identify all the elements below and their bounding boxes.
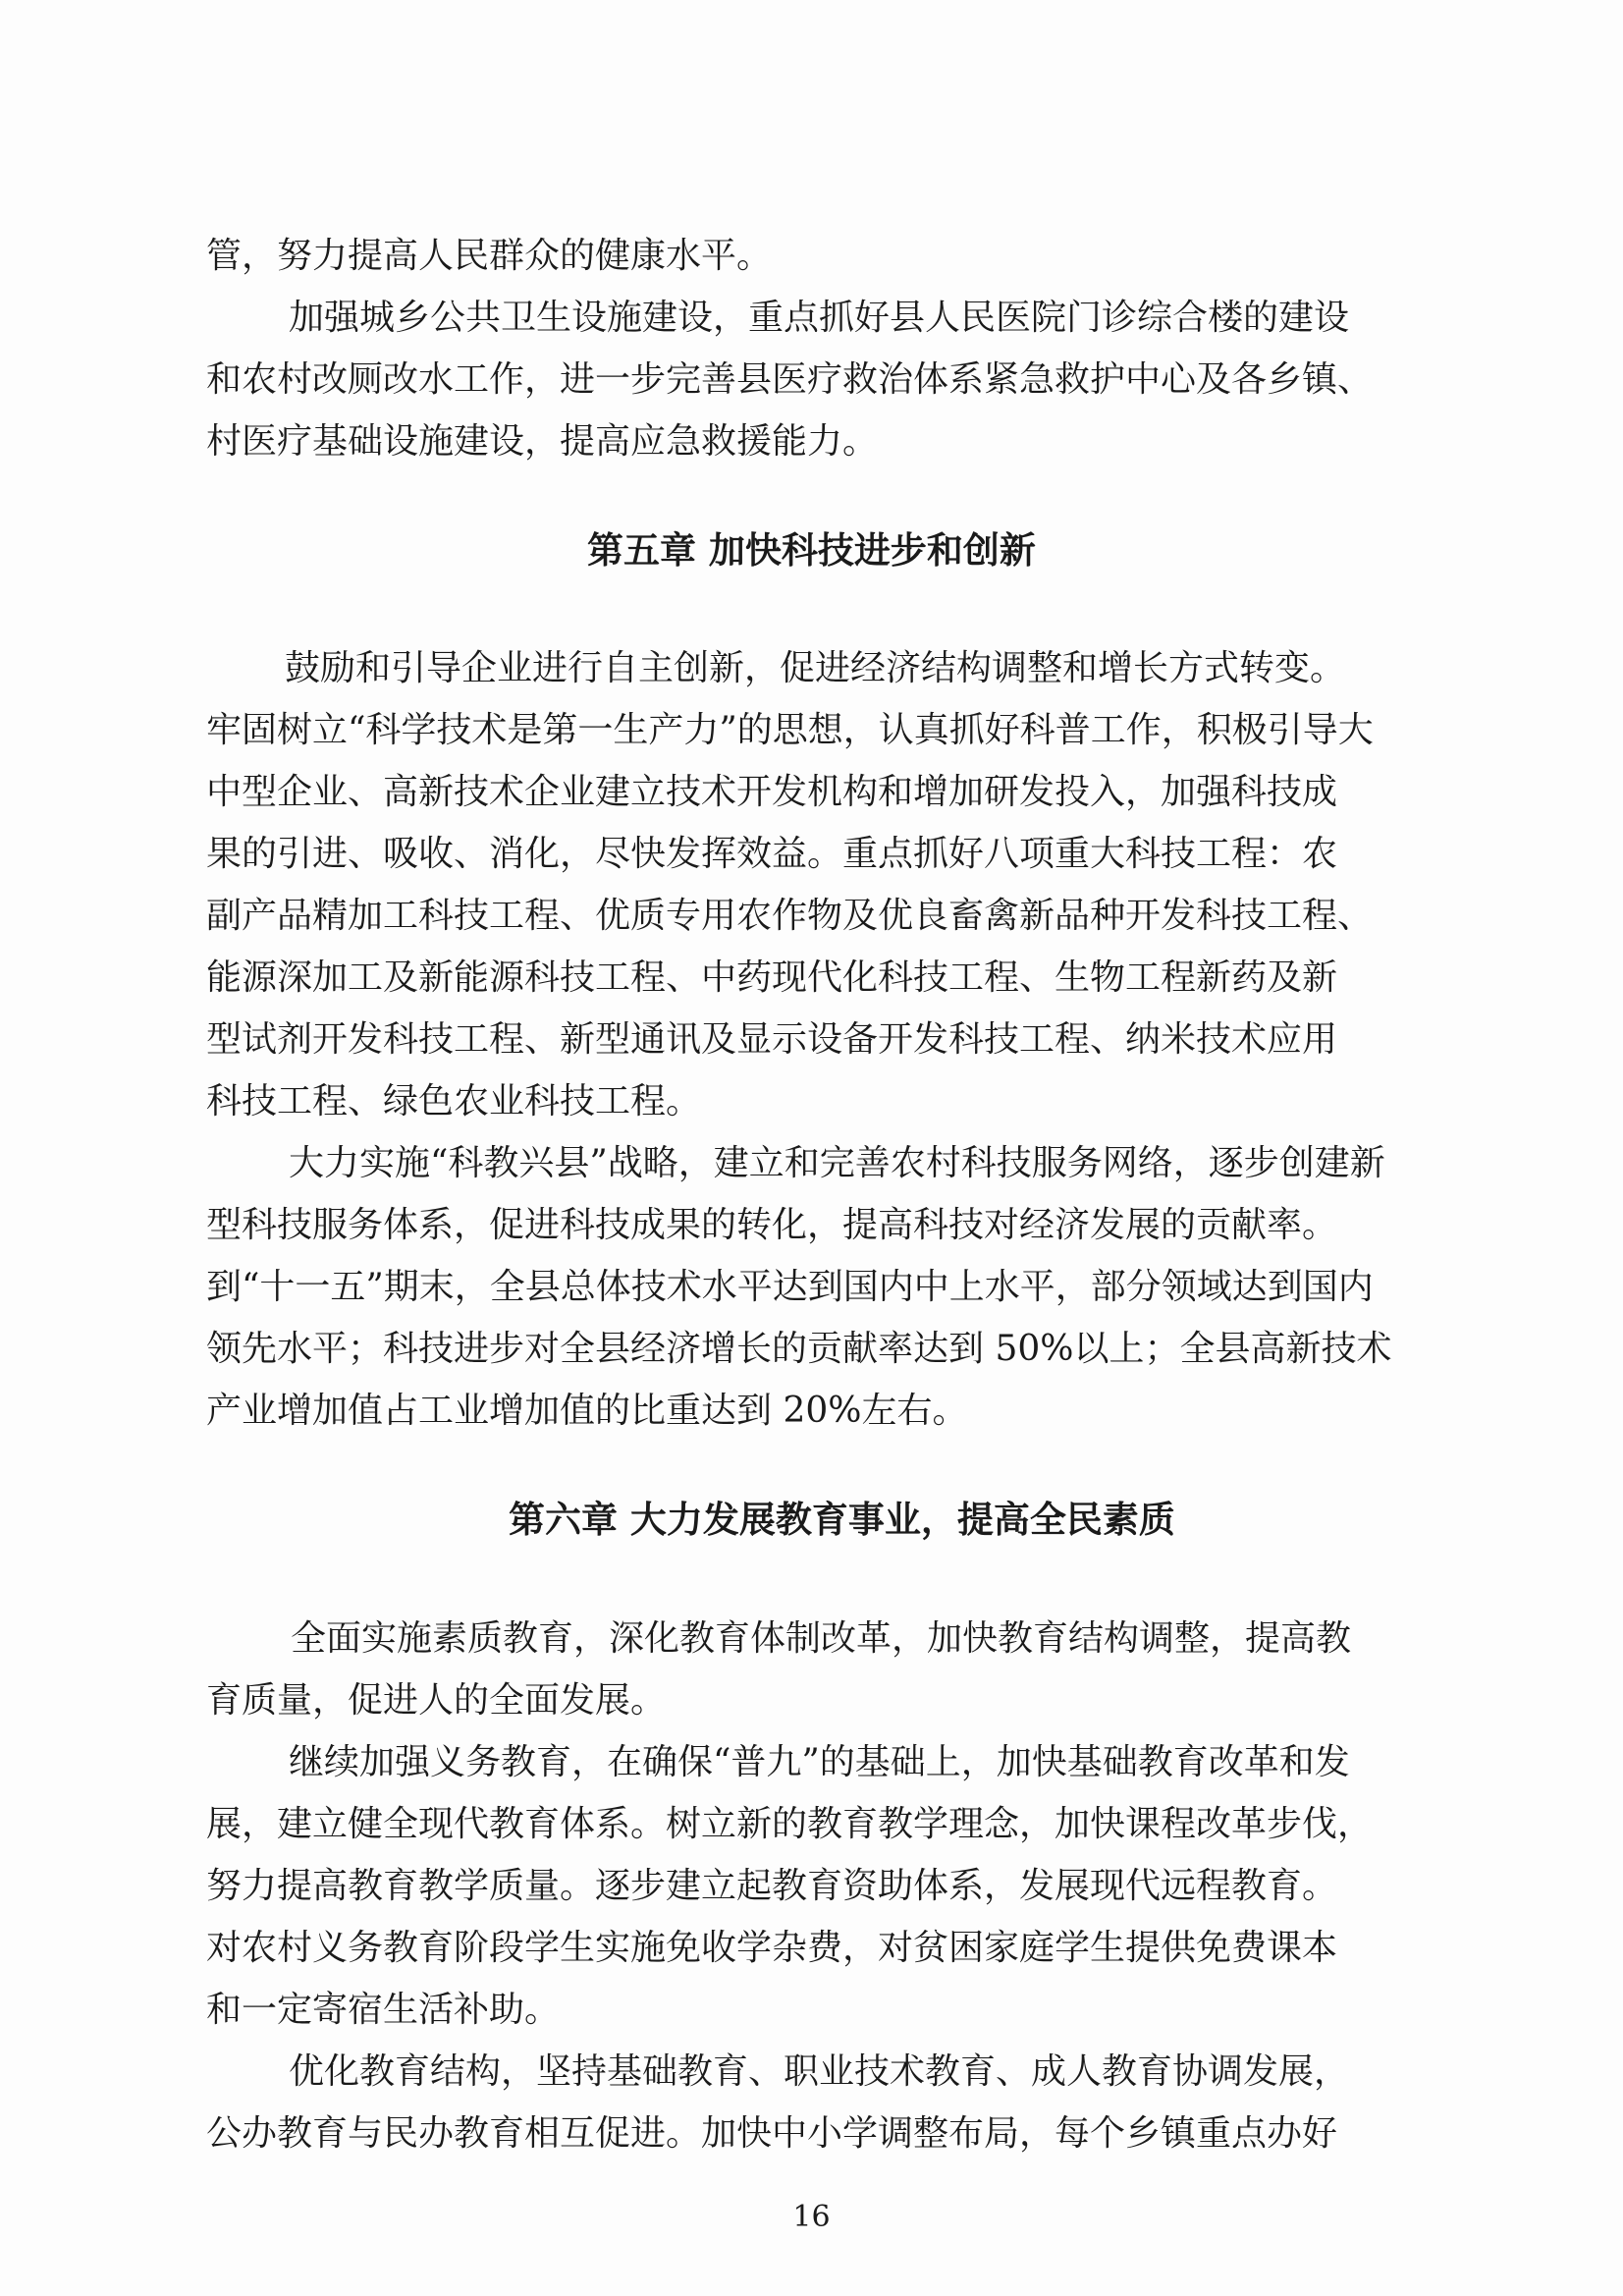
paragraph-line: 全面实施素质教育，深化教育体制改革，加快教育结构调整，提高教: [291, 1618, 1352, 1659]
paragraph-line: 牢固树立“科学技术是第一生产力”的思想，认真抓好科普工作，积极引导大: [206, 710, 1374, 750]
paragraph-line: 鼓励和引导企业进行自主创新，促进经济结构调整和增长方式转变。: [285, 648, 1346, 688]
paragraph-line: 展，建立健全现代教育体系。树立新的教育教学理念，加快课程改革步伐，: [206, 1804, 1374, 1844]
paragraph-line: 能源深加工及新能源科技工程、中药现代化科技工程、生物工程新药及新: [206, 957, 1338, 998]
paragraph-line: 果的引进、吸收、消化，尽快发挥效益。重点抓好八项重大科技工程：农: [206, 834, 1338, 874]
paragraph-line: 型试剂开发科技工程、新型通讯及显示设备开发科技工程、纳米技术应用: [206, 1019, 1338, 1060]
paragraph-line: 和一定寄宿生活补助。: [206, 1990, 561, 2030]
chapter-heading: 第五章 加快科技进步和创新: [587, 529, 1036, 572]
paragraph-line: 副产品精加工科技工程、优质专用农作物及优良畜禽新品种开发科技工程、: [206, 896, 1374, 936]
paragraph-line: 对农村义务教育阶段学生实施免收学杂费，对贫困家庭学生提供免费课本: [206, 1928, 1338, 1968]
paragraph-line: 中型企业、高新技术企业建立技术开发机构和增加研发投入，加强科技成: [206, 772, 1338, 812]
paragraph-line: 优化教育结构，坚持基础教育、职业技术教育、成人教育协调发展，: [289, 2051, 1350, 2092]
paragraph-line: 继续加强义务教育，在确保“普九”的基础上，加快基础教育改革和发: [289, 1742, 1350, 1782]
paragraph-line: 型科技服务体系，促进科技成果的转化，提高科技对经济发展的贡献率。: [206, 1205, 1338, 1245]
chapter-heading: 第六章 大力发展教育事业，提高全民素质: [509, 1499, 1175, 1541]
paragraph-line: 领先水平；科技进步对全县经济增长的贡献率达到 50%以上；全县高新技术: [206, 1329, 1392, 1369]
paragraph-line: 加强城乡公共卫生设施建设，重点抓好县人民医院门诊综合楼的建设: [289, 298, 1350, 338]
paragraph-line: 科技工程、绿色农业科技工程。: [206, 1081, 702, 1121]
paragraph-line: 村医疗基础设施建设，提高应急救援能力。: [206, 421, 879, 462]
paragraph-line: 公办教育与民办教育相互促进。加快中小学调整布局，每个乡镇重点办好: [206, 2113, 1338, 2154]
paragraph-line: 努力提高教育教学质量。逐步建立起教育资助体系，发展现代远程教育。: [206, 1866, 1338, 1906]
paragraph-line: 到“十一五”期末，全县总体技术水平达到国内中上水平，部分领域达到国内: [206, 1267, 1374, 1307]
paragraph-line: 管，努力提高人民群众的健康水平。: [206, 236, 773, 276]
paragraph-line: 和农村改厕改水工作，进一步完善县医疗救治体系紧急救护中心及各乡镇、: [206, 359, 1374, 400]
paragraph-line: 育质量，促进人的全面发展。: [206, 1680, 667, 1721]
page-number: 16: [792, 2200, 831, 2234]
paragraph-line: 大力实施“科教兴县”战略，建立和完善农村科技服务网络，逐步创建新: [289, 1143, 1385, 1183]
paragraph-line: 产业增加值占工业增加值的比重达到 20%左右。: [206, 1391, 968, 1431]
